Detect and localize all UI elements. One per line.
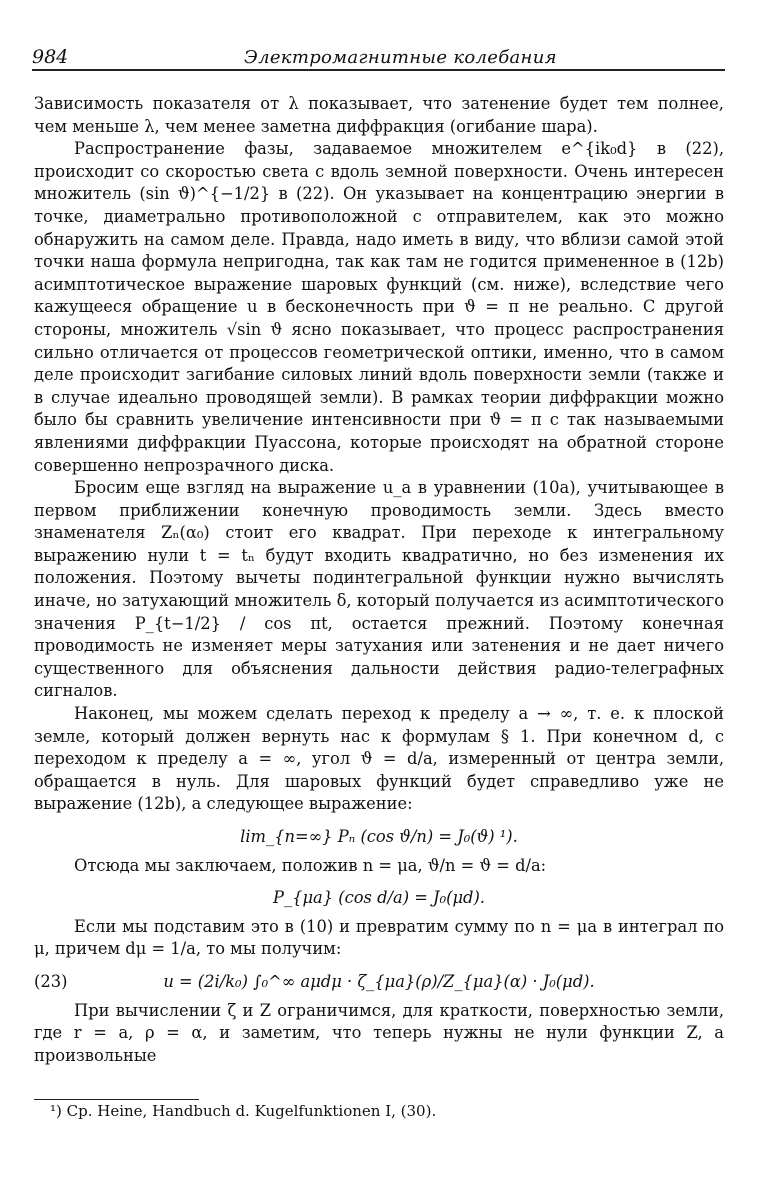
footnote: ¹) Cp. Heine, Handbuch d. Kugelfunktionen I, (30). [50, 1102, 437, 1120]
paragraph-1: Зависимость показателя от λ показывает, что затенение будет тем полнее, чем меньше λ, чем менее заметна диффракция (огибание шара). [34, 94, 724, 136]
running-title: Электромагнитные колебания [244, 47, 557, 68]
paragraph-2: Распространение фазы, задаваемое множителем e^{ik₀d} в (22), происходит со скоростью света c вдоль земной поверхности. Очень интересен множитель (sin ϑ)^{−1/2} в (22). Он указывает на концентрацию энергии в точке, диаметрально противоположной с отправителем, как это можно обнаружить на самом деле. Правда, надо иметь в виду, что вблизи самой этой точки наша формула непригодна, так как там не годится примененное в (12b) асимптотическое выражение шаровых функций (см. ниже), вследствие чего кажущееся обращение u в бесконечность при ϑ = π не реально. С другой стороны, множитель √sin ϑ ясно показывает, что процесс распространения сильно отличается от процессов геометрической оптики, именно, что в самом деле происходит загибание силовых линий вдоль поверхности земли (также и в случае идеально проводящей земли). В рамках теории диффракции можно было бы сравнить увеличение интенсивности при ϑ = π с так называемыми явлениями диффракции Пуассона, которые происходят на обратной стороне совершенно непрозрачного диска. [34, 139, 724, 475]
equation-legendre-bessel: P_{μa} (cos d/a) = J₀(μd). [273, 888, 485, 908]
paragraph-6: Если мы подставим это в (10) и превратим сумму по n = μa в интеграл по μ, причем dμ = 1/a, то мы получим: [34, 916, 724, 959]
body-text [34, 93, 724, 1067]
footnote-rule [34, 1099, 199, 1100]
equation-limit: lim_{n=∞} Pₙ (cos ϑ/n) = J₀(ϑ) ¹). [240, 827, 518, 846]
header-rule [32, 69, 725, 71]
paragraph-5: Отсюда мы заключаем, положив n = μa, ϑ/n = ϑ = d/a: [74, 855, 547, 875]
equation-number: (23) [34, 971, 68, 991]
page-number: 984 [32, 46, 69, 68]
running-header [32, 44, 725, 70]
paragraph-4: Наконец, мы можем сделать переход к пределу a → ∞, т. е. к плоской земле, который должен вернуть нас к формулам § 1. При конечном d, с переходом к пределу a = ∞, угол ϑ = d/a, измеренный от центра земли, обращается в нуль. Для шаровых функций будет справедливо уже не выражение (12b), а следующее выражение: [34, 704, 724, 814]
paragraph-7: При вычислении ζ и Z ограничимся, для краткости, поверхностью земли, где r = a, ρ = α, и заметим, что теперь нужны не нули функции Z, а произвольные [34, 1000, 724, 1065]
paragraph-3: Бросим еще взгляд на выражение u_a в уравнении (10a), учитывающее в первом приближении конечную проводимость земли. Здесь вместо знаменателя Zₙ(α₀) стоит его квадрат. При переходе к интегральному выражению нули t = tₙ будут входить квадратично, но без изменения их положения. Поэтому вычеты подинтегральной функции нужно вычислять иначе, но затухающий множитель δ, который получается из асимптотического значения P_{t−1/2} / cos πt, остается прежний. Поэтому конечная проводимость не изменяет меры затухания или затенения и не дает ничего существенного для объяснения дальности действия радио-телеграфных сигналов. [34, 478, 724, 701]
equation-23-body: u = (2i/k₀) ∫₀^∞ aμdμ · ζ_{μa}(ρ)/Z_{μa}(α) · J₀(μd). [163, 971, 595, 991]
equation-23 [34, 971, 724, 994]
